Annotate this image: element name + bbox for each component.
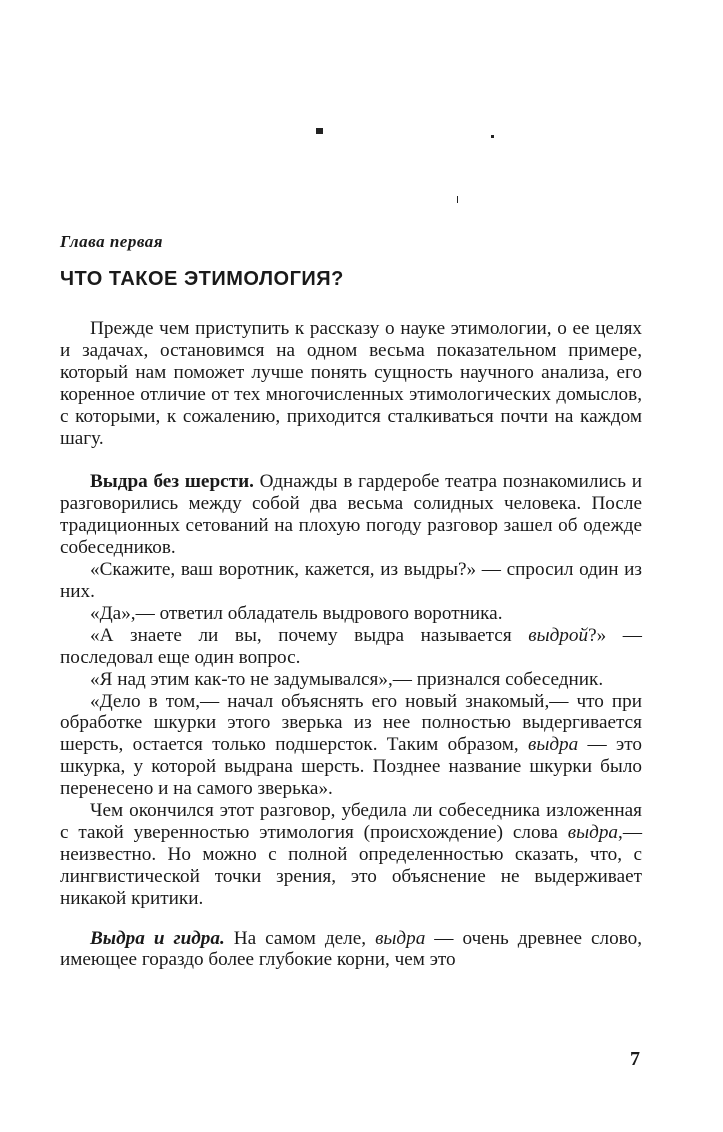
section-heading: Выдра и гидра.: [90, 927, 225, 949]
dialogue-line: «Я над этим как-то не задумывался»,— признался собеседник.: [90, 668, 604, 690]
print-speck: [316, 128, 323, 134]
chapter-title: ЧТО ТАКОЕ ЭТИМОЛОГИЯ?: [60, 268, 344, 290]
chapter-label: Глава первая: [60, 232, 164, 251]
dialogue-line: «Да»,— ответил обладатель выдрового воротника.: [90, 602, 503, 624]
dialogue-line: «Скажите, ваш воротник, кажется, из выдры?» — спросил один из них.: [60, 559, 642, 602]
page-number: 7: [630, 1048, 640, 1070]
paragraph-section2: Выдра и гидра. На самом деле, выдра — очень древнее слово, имеющее гораздо более глубокие корни, чем это: [60, 927, 642, 971]
intro-paragraph: Прежде чем приступить к рассказу о науке этимологии, о ее целях и задачах, остановимся на одном весьма показательном примере, который нам поможет лучше понять сущность научного анализа, его коренное отличие от тех многочисленных этимологических домыслов, с которыми, к сожалению, приходится сталкиваться почти на каждом шагу.: [60, 318, 642, 449]
conclusion-paragraph: Чем окончился этот разговор, убедила ли собеседника изложенная с такой уверенностью этимология (происхождение) слова выдра,— неизвестно. Но можно с полной определенностью сказать, что, с лингвистической точки зрения, это объяснение не выдерживает никакой критики.: [60, 800, 642, 909]
dialogue-line: «Дело в том,— начал объяснять его новый знакомый,— что при обработке шкурки этого зверька из нее полностью выдергивается шерсть, остается только подшерсток. Таким образом, выдра — это шкурка, у которой выдрана шерсть. Позднее название шкурки было перенесено и на самого зверька».: [60, 690, 642, 800]
print-speck: [491, 135, 494, 138]
dialogue-line: «А знаете ли вы, почему выдра называется выдрой?» — последовал еще один вопрос.: [60, 624, 642, 668]
section-heading: Выдра без шерсти.: [90, 471, 254, 493]
paragraph-section1: Выдра без шерсти. Однажды в гардеробе театра познакомились и разговорились между собой два весьма солидных человека. После традиционных сетований на плохую погоду разговор зашел об одежде собеседников.: [60, 471, 643, 559]
print-speck: [457, 196, 458, 203]
body-text: [60, 318, 642, 971]
